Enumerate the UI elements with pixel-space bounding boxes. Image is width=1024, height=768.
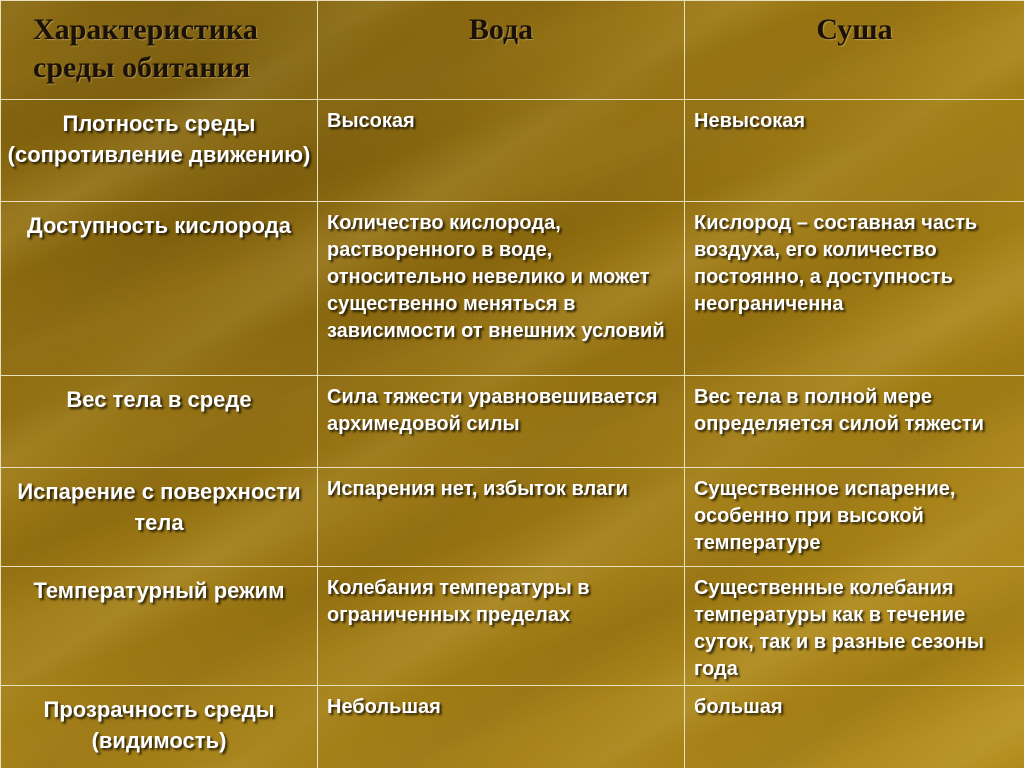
row-land-value: Существенное испарение, особенно при высокой температуре bbox=[685, 468, 1024, 567]
table-row bbox=[1, 686, 1024, 768]
row-characteristic: Испарение с поверхности тела bbox=[1, 468, 318, 567]
row-land-value: Вес тела в полной мере определяется силой тяжести bbox=[685, 376, 1024, 468]
table-row bbox=[1, 202, 1024, 376]
table-row bbox=[1, 100, 1024, 202]
header-land: Суша bbox=[685, 1, 1024, 100]
header-characteristic: Характеристика среды обитания bbox=[1, 1, 318, 100]
row-water-value: Количество кислорода, растворенного в воде, относительно невелико и может существенно меняться в зависимости от внешних условий bbox=[318, 202, 685, 376]
header-water: Вода bbox=[318, 1, 685, 100]
row-land-value: Существенные колебания температуры как в течение суток, так и в разные сезоны года bbox=[685, 567, 1024, 686]
row-characteristic: Вес тела в среде bbox=[1, 376, 318, 468]
row-water-value: Сила тяжести уравновешивается архимедовой силы bbox=[318, 376, 685, 468]
table-row bbox=[1, 468, 1024, 567]
row-water-value: Небольшая bbox=[318, 686, 685, 768]
table-row bbox=[1, 376, 1024, 468]
row-land-value: Кислород – составная часть воздуха, его количество постоянно, а доступность неограниченна bbox=[685, 202, 1024, 376]
row-characteristic: Плотность среды (сопротивление движению) bbox=[1, 100, 318, 202]
header-row bbox=[1, 1, 1024, 100]
row-land-value: большая bbox=[685, 686, 1024, 768]
row-water-value: Высокая bbox=[318, 100, 685, 202]
row-water-value: Испарения нет, избыток влаги bbox=[318, 468, 685, 567]
row-land-value: Невысокая bbox=[685, 100, 1024, 202]
row-characteristic: Доступность кислорода bbox=[1, 202, 318, 376]
row-characteristic: Температурный режим bbox=[1, 567, 318, 686]
row-water-value: Колебания температуры в ограниченных пределах bbox=[318, 567, 685, 686]
row-characteristic: Прозрачность среды (видимость) bbox=[1, 686, 318, 768]
table-row bbox=[1, 567, 1024, 686]
